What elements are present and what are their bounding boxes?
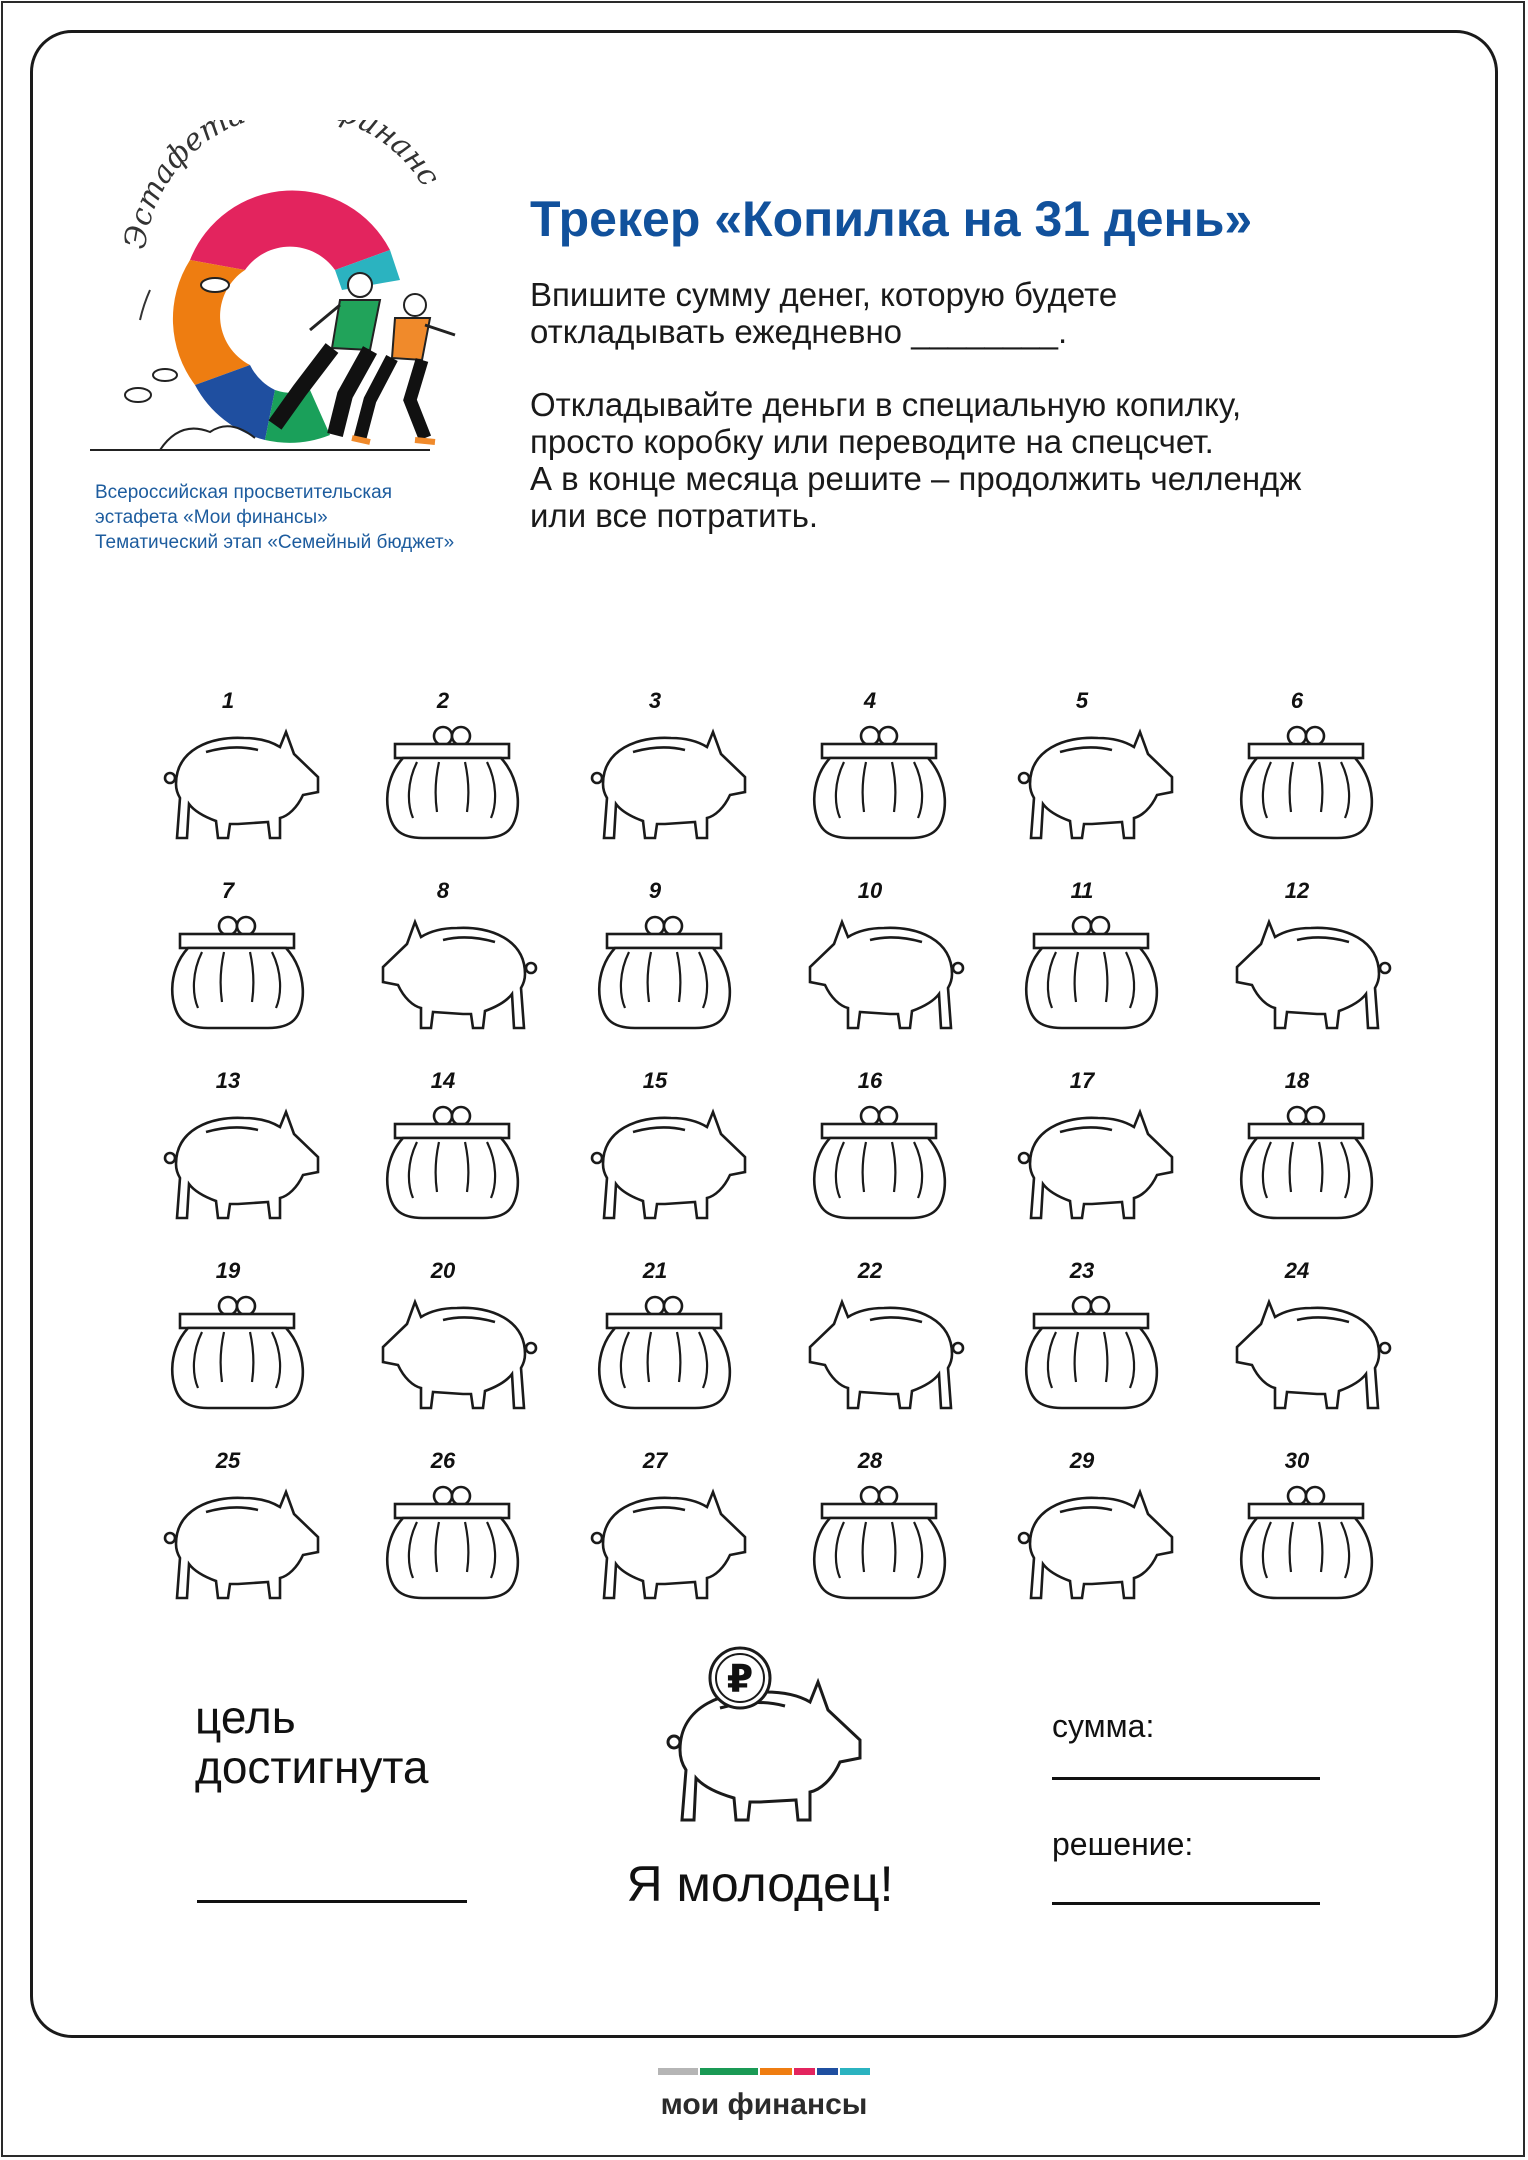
- day-cell[interactable]: [143, 1068, 313, 1228]
- brand-color-bar: [658, 2068, 872, 2075]
- day-number: 28: [857, 1448, 883, 1473]
- day-cell[interactable]: [358, 1258, 528, 1418]
- day-number: 16: [857, 1068, 883, 1093]
- intro-line: откладывать ежедневно ________.: [530, 313, 1068, 350]
- day-cell[interactable]: [570, 688, 740, 848]
- day-cell[interactable]: [570, 1258, 740, 1418]
- day-number: 20: [430, 1258, 456, 1283]
- day-cell[interactable]: [1212, 1448, 1382, 1608]
- day-number: 8: [436, 878, 450, 903]
- day-cell[interactable]: [997, 1258, 1167, 1418]
- sum-write-line[interactable]: [1052, 1777, 1320, 1780]
- instruction-line: или все потратить.: [530, 497, 819, 534]
- piggy-bank-with-coin-icon: [660, 1640, 880, 1845]
- day-number: 17: [1069, 1068, 1095, 1093]
- intro-paragraph: [530, 276, 1490, 350]
- day-cell[interactable]: [1212, 878, 1382, 1038]
- day-number: 2: [436, 688, 450, 713]
- day-cell[interactable]: [358, 1068, 528, 1228]
- instruction-line: А в конце месяца решите – продолжить челлендж: [530, 460, 1302, 497]
- decision-label: решение:: [1052, 1826, 1194, 1862]
- day-number: 7: [221, 878, 235, 903]
- day-number: 13: [215, 1068, 241, 1093]
- day-number: 22: [857, 1258, 883, 1283]
- goal-write-line[interactable]: [197, 1900, 467, 1903]
- day-cell[interactable]: [358, 688, 528, 848]
- intro-line: Впишите сумму денег, которую будете: [530, 276, 1118, 313]
- day-number: 5: [1075, 688, 1089, 713]
- day-cell[interactable]: [785, 878, 955, 1038]
- day-cell[interactable]: [997, 688, 1167, 848]
- day-number: 25: [215, 1448, 241, 1473]
- day-cell[interactable]: [143, 1258, 313, 1418]
- day-cell[interactable]: [1212, 688, 1382, 848]
- day-number: 11: [1070, 878, 1094, 903]
- ruble-coin-icon: ₽: [726, 1657, 754, 1701]
- day-number: 15: [642, 1068, 668, 1093]
- day-number: 6: [1290, 688, 1304, 713]
- day-number: 23: [1069, 1258, 1095, 1283]
- day-number: 9: [648, 878, 662, 903]
- day-cell[interactable]: [143, 1448, 313, 1608]
- brand-color-segment: [817, 2068, 838, 2075]
- day-cell[interactable]: [570, 1448, 740, 1608]
- day-cell[interactable]: [358, 1448, 528, 1608]
- day-cell[interactable]: [143, 878, 313, 1038]
- well-done-text: Я молодец!: [626, 1856, 894, 1912]
- day-cell[interactable]: [785, 1448, 955, 1608]
- day-cell[interactable]: [143, 688, 313, 848]
- day-cell[interactable]: [997, 1068, 1167, 1228]
- day-number: 12: [1284, 878, 1310, 903]
- day-number: 18: [1284, 1068, 1310, 1093]
- day-cell[interactable]: [1212, 1258, 1382, 1418]
- instruction-line: просто коробку или переводите на спецсчет.: [530, 423, 1214, 460]
- brand-color-segment: [760, 2068, 792, 2075]
- day-number: 19: [215, 1258, 241, 1283]
- day-number: 14: [430, 1068, 456, 1093]
- goal-achieved-label: [195, 1692, 429, 1792]
- day-number: 10: [857, 878, 883, 903]
- page-title: Трекер «Копилка на 31 день»: [530, 191, 1253, 247]
- day-number: 1: [221, 688, 235, 713]
- goal-line-text: достигнута: [195, 1741, 429, 1793]
- goal-line-text: цель: [195, 1691, 296, 1743]
- relay-logo: [70, 120, 490, 460]
- caption-line: Тематический этап «Семейный бюджет»: [95, 532, 455, 553]
- instruction-line: Откладывайте деньги в специальную копилку,: [530, 386, 1242, 423]
- day-cell[interactable]: [997, 1448, 1167, 1608]
- day-number: 30: [1284, 1448, 1310, 1473]
- brand-color-segment: [700, 2068, 759, 2075]
- day-cell[interactable]: [785, 1258, 955, 1418]
- day-number: 27: [642, 1448, 668, 1473]
- day-number: 3: [648, 688, 662, 713]
- logo-caption: [95, 480, 515, 555]
- brand-color-segment: [840, 2068, 870, 2075]
- day-number: 4: [863, 688, 877, 713]
- day-number: 26: [430, 1448, 456, 1473]
- brand-color-segment: [658, 2068, 698, 2075]
- day-cell[interactable]: [785, 1068, 955, 1228]
- day-cell[interactable]: [1212, 1068, 1382, 1228]
- day-cell[interactable]: [570, 878, 740, 1038]
- brand-name: мои финансы: [660, 2088, 868, 2121]
- day-number: 29: [1069, 1448, 1095, 1473]
- day-cell[interactable]: [785, 688, 955, 848]
- brand-color-segment: [794, 2068, 815, 2075]
- day-cell[interactable]: [570, 1068, 740, 1228]
- day-number: 24: [1284, 1258, 1310, 1283]
- caption-line: Всероссийская просветительская: [95, 482, 393, 503]
- instruction-paragraph: [530, 386, 1490, 534]
- decision-write-line[interactable]: [1052, 1902, 1320, 1905]
- caption-line: эстафета «Мои финансы»: [95, 507, 328, 528]
- day-cell[interactable]: [358, 878, 528, 1038]
- logo-arc-text: Эстафет инанс: [117, 120, 447, 252]
- sum-label: сумма:: [1052, 1708, 1155, 1744]
- day-number: 21: [642, 1258, 668, 1283]
- day-cell[interactable]: [997, 878, 1167, 1038]
